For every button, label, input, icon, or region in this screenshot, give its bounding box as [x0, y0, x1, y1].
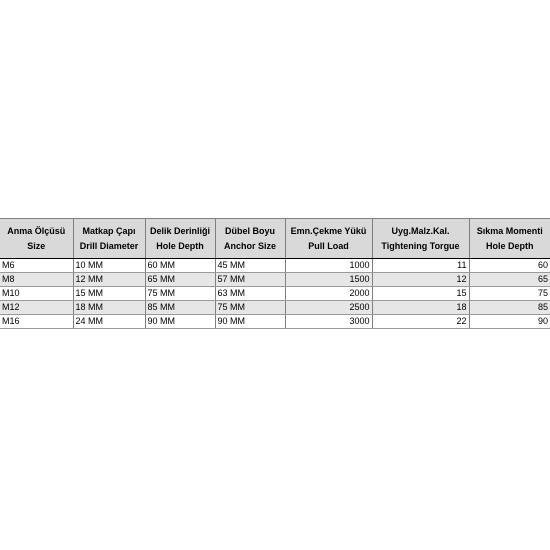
cell-pull-load: 1500 — [285, 273, 372, 287]
cell-tightening-torque: 18 — [372, 301, 469, 315]
cell-tightening-torque: 15 — [372, 287, 469, 301]
table-row — [0, 287, 550, 301]
cell-anchor-size: 75 MM — [215, 301, 285, 315]
cell-size: M16 — [0, 315, 73, 329]
cell-pull-load: 1000 — [285, 259, 372, 273]
cell-tightening-moment: 75 — [469, 287, 550, 301]
cell-tightening-moment: 85 — [469, 301, 550, 315]
cell-pull-load: 3000 — [285, 315, 372, 329]
table-row — [0, 259, 550, 273]
cell-hole-depth: 60 MM — [145, 259, 215, 273]
header-tightening-torque: Uyg.Malz.Kal. Tightening Torgue — [372, 219, 469, 259]
cell-tightening-moment: 90 — [469, 315, 550, 329]
cell-size: M6 — [0, 259, 73, 273]
cell-drill-diameter: 15 MM — [73, 287, 145, 301]
table-row — [0, 315, 550, 329]
cell-size: M8 — [0, 273, 73, 287]
cell-anchor-size: 63 MM — [215, 287, 285, 301]
cell-size: M10 — [0, 287, 73, 301]
cell-hole-depth: 75 MM — [145, 287, 215, 301]
header-pull-load: Emn.Çekme Yükü Pull Load — [285, 219, 372, 259]
header-size: Anma Ölçüsü Size — [0, 219, 73, 259]
cell-tightening-moment: 60 — [469, 259, 550, 273]
cell-pull-load: 2500 — [285, 301, 372, 315]
cell-hole-depth: 90 MM — [145, 315, 215, 329]
cell-size: M12 — [0, 301, 73, 315]
cell-drill-diameter: 12 MM — [73, 273, 145, 287]
header-drill-diameter: Matkap Çapı Drill Diameter — [73, 219, 145, 259]
anchor-spec-table — [0, 218, 550, 329]
cell-anchor-size: 90 MM — [215, 315, 285, 329]
cell-tightening-moment: 65 — [469, 273, 550, 287]
header-anchor-size: Dübel Boyu Anchor Size — [215, 219, 285, 259]
cell-drill-diameter: 10 MM — [73, 259, 145, 273]
cell-tightening-torque: 22 — [372, 315, 469, 329]
table-header-row — [0, 219, 550, 259]
cell-pull-load: 2000 — [285, 287, 372, 301]
cell-hole-depth: 65 MM — [145, 273, 215, 287]
cell-anchor-size: 57 MM — [215, 273, 285, 287]
cell-tightening-torque: 11 — [372, 259, 469, 273]
cell-drill-diameter: 18 MM — [73, 301, 145, 315]
header-tightening-moment: Sıkma Momenti Hole Depth — [469, 219, 550, 259]
cell-drill-diameter: 24 MM — [73, 315, 145, 329]
cell-anchor-size: 45 MM — [215, 259, 285, 273]
header-hole-depth: Delik Derinliği Hole Depth — [145, 219, 215, 259]
table-row — [0, 301, 550, 315]
cell-hole-depth: 85 MM — [145, 301, 215, 315]
table-row — [0, 273, 550, 287]
cell-tightening-torque: 12 — [372, 273, 469, 287]
